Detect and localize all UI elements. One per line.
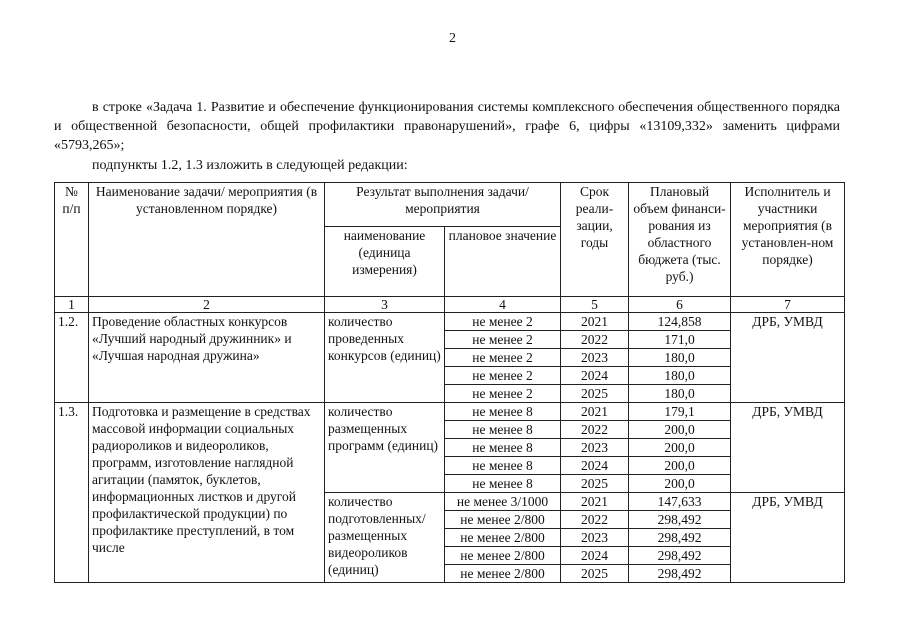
year-cell: 2022: [561, 421, 629, 439]
column-numbers-row: [55, 297, 845, 313]
amount-cell: 200,0: [629, 457, 731, 475]
column-number: 4: [445, 297, 561, 313]
year-cell: 2024: [561, 457, 629, 475]
amount-cell: 171,0: [629, 331, 731, 349]
table-row: [55, 313, 845, 331]
header-number: № п/п: [55, 183, 89, 297]
amount-cell: 298,492: [629, 511, 731, 529]
plan-value: не менее 8: [445, 475, 561, 493]
amount-cell: 298,492: [629, 565, 731, 583]
header-indicator-name: наименование (единица измерения): [325, 227, 445, 297]
amount-cell: 298,492: [629, 547, 731, 565]
header-executor: Исполнитель и участники мероприятия (в установлен-ном порядке): [731, 183, 845, 297]
year-cell: 2025: [561, 565, 629, 583]
executor-cell: ДРБ, УМВД: [731, 403, 845, 493]
row-number: 1.3.: [55, 403, 89, 583]
column-number: 3: [325, 297, 445, 313]
header-task-name: Наименование задачи/ мероприятия (в установленном порядке): [89, 183, 325, 297]
header-term: Срок реали-зации, годы: [561, 183, 629, 297]
plan-value: не менее 2: [445, 385, 561, 403]
executor-cell: ДРБ, УМВД: [731, 493, 845, 583]
column-number: 6: [629, 297, 731, 313]
column-number: 7: [731, 297, 845, 313]
program-table: [54, 182, 845, 583]
year-cell: 2022: [561, 331, 629, 349]
header-plan-value: плановое значение: [445, 227, 561, 297]
plan-value: не менее 8: [445, 421, 561, 439]
amount-cell: 180,0: [629, 349, 731, 367]
row-number: 1.2.: [55, 313, 89, 403]
amount-cell: 124,858: [629, 313, 731, 331]
year-cell: 2024: [561, 547, 629, 565]
indicator-name: количество подготовленных/ размещенных видеороликов (единиц): [325, 493, 445, 583]
page-number: 2: [449, 31, 456, 46]
intro-text: [54, 98, 840, 175]
indicator-name: количество размещенных программ (единиц): [325, 403, 445, 493]
intro-paragraph-1: в строке «Задача 1. Развитие и обеспечение функционирования системы комплексного обеспечения общественного порядка и общественной безопасности, общей профилактики правонарушений», графе 6, цифры «13109,332» заменить цифрами «5793,265»;: [54, 100, 840, 153]
year-cell: 2021: [561, 313, 629, 331]
year-cell: 2022: [561, 511, 629, 529]
amount-cell: 200,0: [629, 439, 731, 457]
year-cell: 2023: [561, 529, 629, 547]
intro-paragraph-2: подпункты 1.2, 1.3 изложить в следующей редакции:: [92, 158, 408, 173]
year-cell: 2025: [561, 475, 629, 493]
column-number: 1: [55, 297, 89, 313]
header-result: Результат выполнения задачи/ мероприятия: [325, 183, 561, 227]
plan-value: не менее 2/800: [445, 547, 561, 565]
year-cell: 2024: [561, 367, 629, 385]
year-cell: 2025: [561, 385, 629, 403]
plan-value: не менее 2: [445, 331, 561, 349]
task-name: Проведение областных конкурсов «Лучший народный дружинник» и «Лучшая народная дружина»: [89, 313, 325, 403]
column-number: 5: [561, 297, 629, 313]
amount-cell: 179,1: [629, 403, 731, 421]
task-name: Подготовка и размещение в средствах массовой информации социальных радиороликов и видеороликов, программ, изготовление наглядной агитации (памяток, буклетов, информационных листков и другой профилактической продукции) по профилактике преступлений, в том числе: [89, 403, 325, 583]
amount-cell: 180,0: [629, 385, 731, 403]
year-cell: 2023: [561, 349, 629, 367]
plan-value: не менее 8: [445, 403, 561, 421]
plan-value: не менее 3/1000: [445, 493, 561, 511]
indicator-name: количество проведенных конкурсов (единиц): [325, 313, 445, 403]
column-number: 2: [89, 297, 325, 313]
plan-value: не менее 2: [445, 349, 561, 367]
plan-value: не менее 2/800: [445, 565, 561, 583]
plan-value: не менее 2/800: [445, 529, 561, 547]
plan-value: не менее 2: [445, 367, 561, 385]
amount-cell: 200,0: [629, 421, 731, 439]
amount-cell: 298,492: [629, 529, 731, 547]
plan-value: не менее 2: [445, 313, 561, 331]
year-cell: 2021: [561, 403, 629, 421]
header-funding: Плановый объем финанси-рования из областного бюджета (тыс. руб.): [629, 183, 731, 297]
year-cell: 2021: [561, 493, 629, 511]
amount-cell: 200,0: [629, 475, 731, 493]
plan-value: не менее 8: [445, 439, 561, 457]
table-row: [55, 403, 845, 421]
amount-cell: 180,0: [629, 367, 731, 385]
plan-value: не менее 8: [445, 457, 561, 475]
amount-cell: 147,633: [629, 493, 731, 511]
year-cell: 2023: [561, 439, 629, 457]
plan-value: не менее 2/800: [445, 511, 561, 529]
executor-cell: ДРБ, УМВД: [731, 313, 845, 403]
